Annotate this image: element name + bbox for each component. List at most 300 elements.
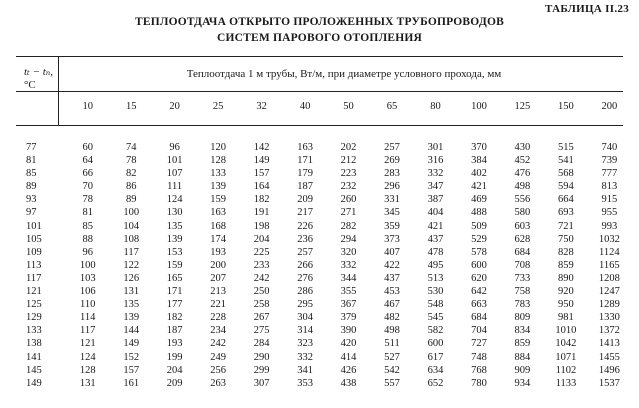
heat-transfer-cell: 299 — [253, 364, 270, 376]
heat-transfer-cell: 256 — [210, 364, 227, 376]
heat-transfer-cell: 1496 — [598, 364, 620, 376]
temperature-difference-cell: 129 — [26, 312, 42, 324]
heat-transfer-values — [66, 220, 631, 233]
table-row — [0, 167, 639, 180]
temperature-difference-cell: 117 — [26, 272, 42, 284]
heat-transfer-cell: 384 — [471, 155, 487, 167]
heat-transfer-cell: 88 — [82, 233, 93, 245]
table-row — [0, 154, 639, 167]
heat-transfer-cell: 498 — [384, 325, 400, 337]
heat-transfer-cell: 236 — [297, 233, 313, 245]
diameter-header-cell: 10 — [82, 101, 93, 112]
diameter-header-cell: 65 — [386, 101, 398, 112]
heat-transfer-cell: 275 — [253, 325, 270, 337]
heat-transfer-cell: 157 — [123, 364, 140, 376]
heat-transfer-cell: 426 — [340, 364, 357, 376]
heat-transfer-cell: 407 — [384, 246, 400, 258]
heat-transfer-cell: 271 — [340, 207, 357, 219]
heat-transfer-cell: 199 — [166, 351, 183, 363]
heat-transfer-cell: 234 — [210, 325, 227, 337]
heat-transfer-cell: 934 — [514, 377, 531, 389]
heat-transfer-cell: 149 — [253, 155, 270, 167]
heat-transfer-cell: 920 — [558, 286, 574, 298]
heat-transfer-cell: 1330 — [598, 312, 620, 324]
heat-transfer-cell: 152 — [123, 351, 140, 363]
heat-transfer-cell: 182 — [166, 312, 183, 324]
heat-transfer-cell: 950 — [558, 299, 574, 311]
heat-transfer-values — [66, 233, 631, 246]
stub-unit: °C — [24, 79, 36, 91]
heat-transfer-cell: 120 — [210, 142, 227, 153]
table-row — [0, 259, 639, 272]
heat-transfer-cell: 128 — [79, 364, 96, 376]
heat-transfer-cell: 652 — [427, 377, 444, 389]
heat-transfer-cell: 634 — [427, 364, 444, 376]
header-middle-rule — [16, 91, 623, 92]
heat-transfer-cell: 159 — [166, 259, 183, 271]
heat-transfer-cell: 225 — [253, 246, 270, 258]
heat-transfer-cell: 100 — [79, 259, 96, 271]
heat-transfer-cell: 121 — [79, 338, 96, 350]
diameter-header-cell: 200 — [601, 101, 618, 112]
heat-transfer-cell: 126 — [123, 272, 140, 284]
heat-transfer-cell: 304 — [297, 312, 313, 324]
heat-transfer-cell: 515 — [558, 142, 574, 153]
heat-transfer-cell: 131 — [79, 377, 96, 389]
temperature-difference-cell: 81 — [26, 155, 37, 167]
heat-transfer-cell: 421 — [471, 181, 487, 193]
heat-transfer-cell: 345 — [384, 207, 400, 219]
heat-transfer-values — [66, 311, 631, 324]
heat-transfer-cell: 276 — [297, 272, 313, 284]
heat-transfer-cell: 331 — [384, 194, 400, 206]
heat-transfer-cell: 174 — [210, 233, 227, 245]
diameter-header-cell: 100 — [471, 101, 487, 112]
heat-transfer-cell: 909 — [514, 364, 531, 376]
stub-divider — [58, 56, 59, 125]
heat-transfer-cell: 198 — [253, 220, 270, 232]
heat-transfer-cell: 1133 — [555, 377, 577, 389]
heat-transfer-cell: 139 — [166, 233, 183, 245]
heat-transfer-cell: 359 — [384, 220, 400, 232]
heat-transfer-cell: 323 — [297, 338, 313, 350]
heat-transfer-cell: 684 — [471, 312, 487, 324]
table-body — [0, 141, 639, 390]
heat-transfer-values — [66, 154, 631, 167]
heat-transfer-cell: 100 — [123, 207, 140, 219]
temperature-difference-cell: 101 — [26, 220, 42, 232]
heat-transfer-values — [66, 180, 631, 193]
heat-transfer-cell: 1289 — [598, 299, 620, 311]
heat-transfer-cell: 66 — [82, 168, 93, 180]
heat-transfer-cell: 582 — [427, 325, 444, 337]
heat-transfer-cell: 320 — [340, 246, 357, 258]
heat-transfer-cell: 482 — [384, 312, 400, 324]
heat-transfer-cell: 249 — [210, 351, 227, 363]
heat-transfer-cell: 258 — [253, 299, 270, 311]
heat-transfer-cell: 295 — [297, 299, 313, 311]
heat-transfer-cell: 780 — [471, 377, 487, 389]
heat-transfer-cell: 684 — [514, 246, 531, 258]
heat-transfer-cell: 859 — [514, 338, 531, 350]
heat-transfer-cell: 187 — [166, 325, 183, 337]
heat-transfer-values — [66, 193, 631, 206]
heat-transfer-cell: 332 — [427, 168, 444, 180]
heat-transfer-cell: 509 — [471, 220, 487, 232]
heat-transfer-cell: 727 — [471, 338, 487, 350]
heat-transfer-cell: 89 — [125, 194, 137, 206]
diameter-header-cell: 80 — [430, 101, 441, 112]
table-row — [0, 377, 639, 390]
heat-transfer-cell: 139 — [123, 312, 140, 324]
heat-transfer-cell: 157 — [253, 168, 270, 180]
header-top-rule — [16, 56, 623, 57]
heat-transfer-cell: 217 — [297, 207, 313, 219]
heat-transfer-cell: 422 — [384, 259, 400, 271]
heat-transfer-cell: 748 — [471, 351, 487, 363]
heat-transfer-cell: 223 — [340, 168, 357, 180]
heat-transfer-cell: 78 — [125, 155, 137, 167]
heat-transfer-cell: 131 — [123, 286, 140, 298]
heat-transfer-cell: 430 — [514, 142, 531, 153]
table-number: ТАБЛИЦА II.23 — [545, 3, 629, 15]
heat-transfer-cell: 404 — [427, 207, 444, 219]
table-row — [0, 246, 639, 259]
heat-transfer-cell: 664 — [558, 194, 574, 206]
heat-transfer-values — [66, 337, 631, 350]
heat-transfer-cell: 628 — [514, 233, 531, 245]
heat-transfer-cell: 106 — [79, 286, 96, 298]
heat-transfer-cell: 96 — [169, 142, 180, 153]
table-row — [0, 298, 639, 311]
heat-transfer-cell: 104 — [123, 220, 140, 232]
heat-transfer-cell: 242 — [210, 338, 227, 350]
heat-transfer-cell: 96 — [82, 246, 93, 258]
table-row — [0, 206, 639, 219]
heat-transfer-cell: 739 — [601, 155, 618, 167]
heat-transfer-cell: 620 — [471, 272, 487, 284]
heat-transfer-cell: 284 — [253, 338, 270, 350]
heat-transfer-cell: 437 — [384, 272, 400, 284]
heat-transfer-cell: 813 — [601, 181, 618, 193]
heat-transfer-cell: 269 — [384, 155, 400, 167]
heat-transfer-cell: 777 — [601, 168, 618, 180]
heat-transfer-cell: 332 — [340, 259, 357, 271]
heat-transfer-cell: 142 — [253, 142, 270, 153]
heat-transfer-cell: 1071 — [555, 351, 577, 363]
heat-transfer-cell: 60 — [82, 142, 93, 153]
heat-transfer-values — [66, 167, 631, 180]
table-title-line-2: СИСТЕМ ПАРОВОГО ОТОПЛЕНИЯ — [216, 32, 423, 44]
heat-transfer-cell: 171 — [297, 155, 313, 167]
heat-transfer-cell: 294 — [340, 233, 357, 245]
heat-transfer-cell: 642 — [471, 286, 487, 298]
heat-transfer-cell: 161 — [123, 377, 140, 389]
heat-transfer-cell: 768 — [471, 364, 487, 376]
heat-transfer-cell: 495 — [427, 259, 444, 271]
heat-transfer-cell: 370 — [471, 142, 487, 153]
temperature-difference-cell: 89 — [26, 181, 37, 193]
heat-transfer-cell: 750 — [558, 233, 574, 245]
table-row — [0, 324, 639, 337]
diameter-header-cell: 20 — [169, 101, 180, 112]
heat-transfer-cell: 193 — [210, 246, 227, 258]
column-group-caption: Теплоотдача 1 м трубы, Вт/м, при диаметре условного прохода, мм — [186, 68, 502, 80]
heat-transfer-cell: 85 — [82, 220, 93, 232]
heat-transfer-cell: 114 — [80, 312, 96, 324]
heat-transfer-values — [66, 324, 631, 337]
heat-transfer-cell: 242 — [253, 272, 270, 284]
heat-transfer-cell: 290 — [253, 351, 270, 363]
diameter-header-row — [66, 101, 631, 112]
heat-transfer-values — [66, 246, 631, 259]
heat-transfer-cell: 353 — [297, 377, 313, 389]
temperature-difference-cell: 109 — [26, 246, 42, 258]
heat-transfer-cell: 124 — [166, 194, 183, 206]
heat-transfer-cell: 488 — [471, 207, 487, 219]
heat-transfer-values — [66, 364, 631, 377]
heat-transfer-cell: 955 — [601, 207, 618, 219]
heat-transfer-cell: 890 — [558, 272, 574, 284]
heat-transfer-cell: 783 — [514, 299, 531, 311]
heat-transfer-cell: 915 — [601, 194, 618, 206]
heat-transfer-cell: 527 — [384, 351, 400, 363]
heat-transfer-cell: 135 — [123, 299, 140, 311]
diameter-header-cell: 25 — [212, 101, 224, 112]
heat-transfer-cell: 379 — [340, 312, 357, 324]
heat-transfer-cell: 545 — [427, 312, 444, 324]
heat-transfer-cell: 191 — [253, 207, 270, 219]
heat-transfer-cell: 64 — [82, 155, 93, 167]
heat-transfer-cell: 344 — [340, 272, 357, 284]
temperature-difference-cell: 138 — [26, 338, 42, 350]
heat-transfer-cell: 122 — [123, 259, 140, 271]
heat-transfer-cell: 1372 — [598, 325, 620, 337]
table-row — [0, 337, 639, 350]
temperature-difference-cell: 113 — [26, 259, 42, 271]
table-title — [0, 14, 639, 46]
heat-transfer-cell: 600 — [471, 259, 487, 271]
heat-transfer-cell: 467 — [384, 299, 400, 311]
heat-transfer-cell: 511 — [384, 338, 400, 350]
heat-transfer-cell: 124 — [79, 351, 96, 363]
heat-transfer-cell: 177 — [166, 299, 183, 311]
heat-transfer-cell: 163 — [210, 207, 227, 219]
heat-transfer-cell: 548 — [427, 299, 444, 311]
heat-transfer-cell: 529 — [471, 233, 487, 245]
heat-transfer-cell: 568 — [558, 168, 574, 180]
heat-transfer-cell: 367 — [340, 299, 357, 311]
diameter-header-cell: 125 — [514, 101, 531, 112]
heat-transfer-cell: 390 — [340, 325, 357, 337]
table-row — [0, 351, 639, 364]
temperature-difference-cell: 141 — [26, 351, 42, 363]
heat-transfer-cell: 859 — [558, 259, 574, 271]
heat-transfer-cell: 469 — [471, 194, 487, 206]
heat-transfer-cell: 179 — [297, 168, 313, 180]
heat-transfer-cell: 476 — [514, 168, 531, 180]
heat-transfer-cell: 267 — [253, 312, 270, 324]
heat-transfer-cell: 617 — [427, 351, 444, 363]
heat-transfer-cell: 103 — [79, 272, 96, 284]
temperature-difference-cell: 133 — [26, 325, 42, 337]
heat-transfer-cell: 1413 — [598, 338, 620, 350]
heat-transfer-cell: 257 — [297, 246, 313, 258]
heat-transfer-cell: 78 — [82, 194, 93, 206]
heat-transfer-cell: 101 — [166, 155, 183, 167]
heat-transfer-cell: 834 — [514, 325, 531, 337]
heat-transfer-values — [66, 272, 631, 285]
heat-transfer-cell: 296 — [384, 181, 400, 193]
heat-transfer-cell: 453 — [384, 286, 400, 298]
temperature-difference-cell: 77 — [26, 142, 37, 153]
heat-transfer-cell: 556 — [514, 194, 531, 206]
diameter-header-cell: 150 — [558, 101, 574, 112]
table-row — [0, 180, 639, 193]
heat-transfer-cell: 286 — [297, 286, 313, 298]
heat-transfer-cell: 204 — [166, 364, 183, 376]
heat-transfer-cell: 74 — [125, 142, 137, 153]
temperature-difference-cell: 149 — [26, 377, 42, 389]
table-row — [0, 220, 639, 233]
heat-transfer-cell: 159 — [210, 194, 227, 206]
heat-transfer-cell: 153 — [166, 246, 183, 258]
heat-transfer-cell: 282 — [340, 220, 357, 232]
heat-transfer-cell: 740 — [601, 142, 618, 153]
heat-transfer-cell: 107 — [166, 168, 183, 180]
table-row — [0, 285, 639, 298]
heat-transfer-cell: 232 — [340, 181, 357, 193]
heat-transfer-cell: 421 — [427, 220, 444, 232]
table-row — [0, 193, 639, 206]
heat-transfer-cell: 603 — [514, 220, 531, 232]
heat-transfer-cell: 541 — [558, 155, 574, 167]
heat-transfer-cell: 163 — [297, 142, 313, 153]
heat-transfer-cell: 438 — [340, 377, 357, 389]
heat-transfer-cell: 233 — [253, 259, 270, 271]
temperature-difference-cell: 105 — [26, 233, 42, 245]
heat-transfer-cell: 355 — [340, 286, 357, 298]
heat-transfer-cell: 578 — [471, 246, 487, 258]
heat-transfer-cell: 981 — [558, 312, 574, 324]
heat-transfer-cell: 130 — [166, 207, 183, 219]
heat-transfer-cell: 420 — [340, 338, 357, 350]
heat-transfer-cell: 135 — [166, 220, 183, 232]
heat-transfer-cell: 266 — [297, 259, 313, 271]
heat-transfer-cell: 228 — [210, 312, 227, 324]
heat-transfer-cell: 733 — [514, 272, 531, 284]
heat-transfer-cell: 663 — [471, 299, 487, 311]
heat-transfer-cell: 1010 — [555, 325, 577, 337]
heat-transfer-cell: 1208 — [598, 272, 620, 284]
stub-variable: tₜ − tₙ, — [24, 66, 53, 78]
temperature-difference-cell: 145 — [26, 364, 42, 376]
heat-transfer-cell: 721 — [558, 220, 574, 232]
heat-transfer-values — [66, 259, 631, 272]
heat-transfer-cell: 144 — [123, 325, 140, 337]
heat-transfer-values — [66, 141, 631, 154]
heat-transfer-cell: 884 — [514, 351, 531, 363]
heat-transfer-cell: 437 — [427, 233, 444, 245]
table-row — [0, 141, 639, 154]
heat-transfer-cell: 513 — [427, 272, 444, 284]
heat-transfer-cell: 182 — [253, 194, 270, 206]
heat-transfer-cell: 117 — [80, 325, 96, 337]
heat-transfer-cell: 164 — [253, 181, 270, 193]
heat-transfer-values — [66, 206, 631, 219]
heat-transfer-cell: 1247 — [598, 286, 620, 298]
heat-transfer-cell: 213 — [210, 286, 227, 298]
heat-transfer-cell: 580 — [514, 207, 531, 219]
heat-transfer-cell: 133 — [210, 168, 227, 180]
heat-transfer-cell: 209 — [166, 377, 183, 389]
heat-transfer-cell: 70 — [82, 181, 93, 193]
heat-transfer-cell: 387 — [427, 194, 444, 206]
table-row — [0, 272, 639, 285]
heat-transfer-cell: 202 — [340, 142, 357, 153]
table-row — [0, 233, 639, 246]
heat-transfer-cell: 200 — [210, 259, 227, 271]
diameter-header-cell: 32 — [256, 101, 267, 112]
heat-transfer-cell: 187 — [297, 181, 313, 193]
heat-transfer-cell: 828 — [558, 246, 574, 258]
heat-transfer-cell: 149 — [123, 338, 140, 350]
heat-transfer-cell: 108 — [123, 233, 140, 245]
heat-transfer-cell: 708 — [514, 259, 531, 271]
heat-transfer-cell: 283 — [384, 168, 400, 180]
heat-transfer-cell: 193 — [166, 338, 183, 350]
heat-transfer-values — [66, 377, 631, 390]
heat-transfer-cell: 263 — [210, 377, 227, 389]
heat-transfer-cell: 316 — [427, 155, 444, 167]
heat-transfer-values — [66, 298, 631, 311]
heat-transfer-cell: 1042 — [555, 338, 577, 350]
temperature-difference-cell: 93 — [26, 194, 37, 206]
heat-transfer-cell: 993 — [601, 220, 618, 232]
heat-transfer-cell: 809 — [514, 312, 531, 324]
heat-transfer-cell: 111 — [167, 181, 183, 193]
heat-transfer-cell: 204 — [253, 233, 270, 245]
heat-transfer-cell: 1124 — [599, 246, 620, 258]
heat-transfer-cell: 452 — [514, 155, 531, 167]
heat-transfer-cell: 1455 — [598, 351, 620, 363]
heat-transfer-values — [66, 285, 631, 298]
heat-transfer-cell: 168 — [210, 220, 227, 232]
heat-transfer-cell: 414 — [340, 351, 357, 363]
heat-transfer-cell: 347 — [427, 181, 444, 193]
temperature-difference-cell: 97 — [26, 207, 37, 219]
heat-transfer-cell: 307 — [253, 377, 270, 389]
heat-transfer-cell: 81 — [82, 207, 93, 219]
diameter-header-cell: 15 — [125, 101, 137, 112]
header-bottom-rule — [16, 125, 623, 126]
heat-transfer-cell: 128 — [210, 155, 227, 167]
heat-transfer-cell: 82 — [125, 168, 137, 180]
heat-transfer-cell: 600 — [427, 338, 444, 350]
heat-transfer-cell: 332 — [297, 351, 313, 363]
table-title-line-1: ТЕПЛООТДАЧА ОТКРЫТО ПРОЛОЖЕННЫХ ТРУБОПРОВОДОВ — [134, 16, 505, 28]
diameter-header-cell: 40 — [299, 101, 311, 112]
heat-transfer-cell: 557 — [384, 377, 400, 389]
heat-transfer-cell: 257 — [384, 142, 400, 153]
heat-transfer-cell: 226 — [297, 220, 313, 232]
temperature-difference-cell: 85 — [26, 168, 37, 180]
heat-transfer-cell: 207 — [210, 272, 227, 284]
heat-transfer-cell: 221 — [210, 299, 227, 311]
heat-transfer-cell: 704 — [471, 325, 487, 337]
heat-transfer-cell: 165 — [166, 272, 183, 284]
heat-transfer-cell: 212 — [340, 155, 357, 167]
